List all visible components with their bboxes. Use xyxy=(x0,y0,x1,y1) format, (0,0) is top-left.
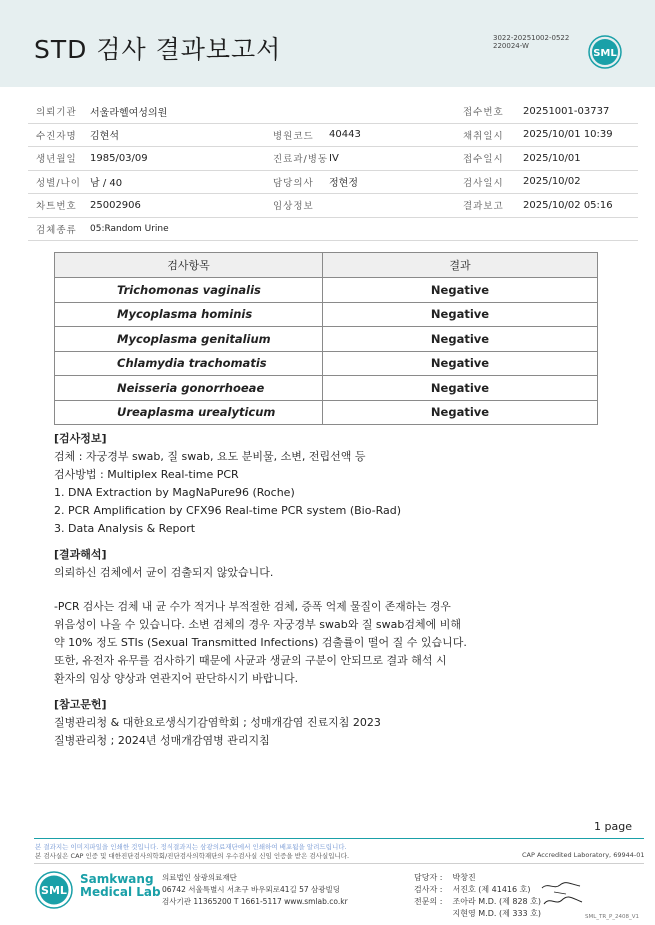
dept-value: IV xyxy=(329,147,455,171)
sml-logo-text: SML xyxy=(593,48,617,59)
doctor-value: 정현정 xyxy=(329,170,455,194)
specimen-label: 검체종류 xyxy=(28,217,90,241)
form-code: SML_TR_P_2408_V1 xyxy=(585,914,640,920)
interpretation-line1: 의뢰하신 검체에서 균이 검출되지 않았습니다. xyxy=(54,566,274,579)
test-info-step3: 3. Data Analysis & Report xyxy=(54,522,196,535)
collected-value: 2025/10/01 10:39 xyxy=(523,123,638,147)
hospital-label: 의뢰기관 xyxy=(28,100,90,123)
brand-name xyxy=(80,873,161,899)
document-id-line1: 3022-20251002-0522 xyxy=(493,34,570,42)
sex-age-label: 성별/나이 xyxy=(28,170,90,194)
info-row xyxy=(28,123,638,147)
dob-label: 생년월일 xyxy=(28,147,90,171)
info-row xyxy=(28,147,638,171)
brand-line2: Medical Lab xyxy=(80,885,161,899)
report-header xyxy=(0,0,655,87)
document-id-line2: 220024-W xyxy=(493,42,529,50)
test-info-method: 검사방법 : Multiplex Real-time PCR xyxy=(54,468,239,481)
dept-label: 진료과/병동 xyxy=(265,147,329,171)
test-item: Trichomonas vaginalis xyxy=(55,278,323,303)
test-result: Negative xyxy=(323,400,598,425)
test-item: Chlamydia trachomatis xyxy=(55,351,323,376)
footer-divider xyxy=(34,838,644,839)
signers-block xyxy=(414,872,541,920)
received-value: 2025/10/01 xyxy=(523,147,638,171)
samkwang-logo xyxy=(34,870,76,912)
test-info-step1: 1. DNA Extraction by MagNaPure96 (Roche) xyxy=(54,486,295,499)
reference-2: 질병관리청 ; 2024년 성매개감염병 관리지침 xyxy=(54,734,270,747)
doctor-label: 담당의사 xyxy=(265,170,329,194)
test-item: Mycoplasma genitalium xyxy=(55,327,323,352)
interpretation-p3: 약 10% 정도 STIs (Sexual Transmitted Infections) 검출률이 떨어 질 수 있습니다. xyxy=(54,636,467,649)
clinical-label: 임상정보 xyxy=(265,194,329,218)
table-row xyxy=(55,327,598,352)
chart-value: 25002906 xyxy=(90,194,265,218)
staff-label: 담당자 : xyxy=(414,873,443,882)
clinical-value xyxy=(329,194,455,218)
staff-name: 박창진 xyxy=(452,873,476,882)
interpretation-p2: 위음성이 나올 수 있습니다. 소변 검체의 경우 자궁경부 swab와 질 swab검체에 비해 xyxy=(54,618,462,631)
interpretation-p5: 환자의 임상 양상과 연관지어 판단하시기 바랍니다. xyxy=(54,672,299,685)
table-row xyxy=(55,400,598,425)
cap-accreditation: CAP Accredited Laboratory, 69944-01 xyxy=(522,851,645,859)
tested-value: 2025/10/02 xyxy=(523,170,638,194)
test-item: Ureaplasma urealyticum xyxy=(55,400,323,425)
sml-logo-text: SML xyxy=(41,884,67,897)
page-title: STD 검사 결과보고서 xyxy=(34,35,282,64)
patient-info-table xyxy=(28,100,638,241)
org-contact: 검사기관 11365200 T 1661-5117 www.smlab.co.kr xyxy=(162,897,348,906)
interpretation-p4: 또한, 유전자 유무를 검사하기 때문에 사균과 생균의 구분이 안되므로 결과 해석 시 xyxy=(54,654,447,667)
certification-notice: 본 검사실은 CAP 인증 및 대한진단검사의학회/진단검사의학재단의 우수검사실 신임 인증을 받은 검사실입니다. xyxy=(35,852,350,860)
col-result-header: 결과 xyxy=(323,253,598,278)
hosp-code-label: 병원코드 xyxy=(265,123,329,147)
results-header-row xyxy=(55,253,598,278)
brand-line1: Samkwang xyxy=(80,872,154,886)
col-item-header: 검사항목 xyxy=(55,253,323,278)
table-row xyxy=(55,278,598,303)
test-result: Negative xyxy=(323,302,598,327)
sml-logo-icon xyxy=(588,35,622,69)
test-info-step2: 2. PCR Amplification by CFX96 Real-time PCR system (Bio-Rad) xyxy=(54,504,402,517)
print-notice: 본 결과지는 이미지파일을 인쇄한 것입니다. 정식결과지는 삼광의료재단에서 인쇄하여 배포됨을 알려드립니다. xyxy=(35,843,347,851)
receipt-no-value: 20251001-03737 xyxy=(523,100,638,123)
received-label: 접수일시 xyxy=(455,147,523,171)
specialist-2: 지현영 M.D. (제 333 호) xyxy=(452,909,542,918)
sex-age-value: 남 / 40 xyxy=(90,170,265,194)
test-item: Mycoplasma hominis xyxy=(55,302,323,327)
hosp-code-value: 40443 xyxy=(329,123,455,147)
chart-label: 차트번호 xyxy=(28,194,90,218)
test-result: Negative xyxy=(323,351,598,376)
test-result: Negative xyxy=(323,376,598,401)
test-result: Negative xyxy=(323,327,598,352)
specialist-1: 조아라 M.D. (제 828 호) xyxy=(452,897,542,906)
dob-value: 1985/03/09 xyxy=(90,147,265,171)
reported-value: 2025/10/02 05:16 xyxy=(523,194,638,218)
table-row xyxy=(55,302,598,327)
page-number: 1 page xyxy=(594,820,632,833)
org-address: 06742 서울특별시 서초구 바우뫼로41길 57 삼광빌딩 xyxy=(162,885,341,894)
org-name: 의료법인 삼광의료재단 xyxy=(162,873,237,882)
interpretation-p1: -PCR 검사는 검체 내 균 수가 적거나 부적절한 검체, 증폭 억제 물질이 존재하는 경우 xyxy=(54,600,451,613)
test-info-specimen: 검체 : 자궁경부 swab, 질 swab, 요도 분비물, 소변, 전립선액 등 xyxy=(54,450,366,463)
references-heading: [참고문헌] xyxy=(54,698,107,711)
collected-label: 채취일시 xyxy=(455,123,523,147)
document-id xyxy=(493,34,569,50)
info-row xyxy=(28,194,638,218)
test-item: Neisseria gonorrhoeae xyxy=(55,376,323,401)
table-row xyxy=(55,376,598,401)
tested-label: 검사일시 xyxy=(455,170,523,194)
patient-label: 수진자명 xyxy=(28,123,90,147)
specimen-value: 05:Random Urine xyxy=(90,217,638,241)
test-result: Negative xyxy=(323,278,598,303)
report-body xyxy=(54,430,524,750)
hospital-value: 서울라헬여성의원 xyxy=(90,100,455,123)
reference-1: 질병관리청 & 대한요로생식기감염학회 ; 성매개감염 진료지침 2023 xyxy=(54,716,381,729)
signature-icon xyxy=(540,880,584,910)
results-table xyxy=(54,252,598,425)
interpretation-heading: [결과해석] xyxy=(54,548,107,561)
footer-divider-2 xyxy=(34,863,644,864)
receipt-no-label: 접수번호 xyxy=(455,100,523,123)
test-info-heading: [검사정보] xyxy=(54,432,107,445)
specialist-label: 전문의 : xyxy=(414,897,443,906)
patient-value: 김현석 xyxy=(90,123,265,147)
info-row xyxy=(28,100,638,123)
org-info xyxy=(162,872,348,908)
info-row xyxy=(28,217,638,241)
tester-label: 검사자 : xyxy=(414,885,443,894)
sml-logo-icon xyxy=(34,870,76,912)
reported-label: 결과보고 xyxy=(455,194,523,218)
info-row xyxy=(28,170,638,194)
tester-name: 서진호 (제 41416 호) xyxy=(452,885,531,894)
table-row xyxy=(55,351,598,376)
